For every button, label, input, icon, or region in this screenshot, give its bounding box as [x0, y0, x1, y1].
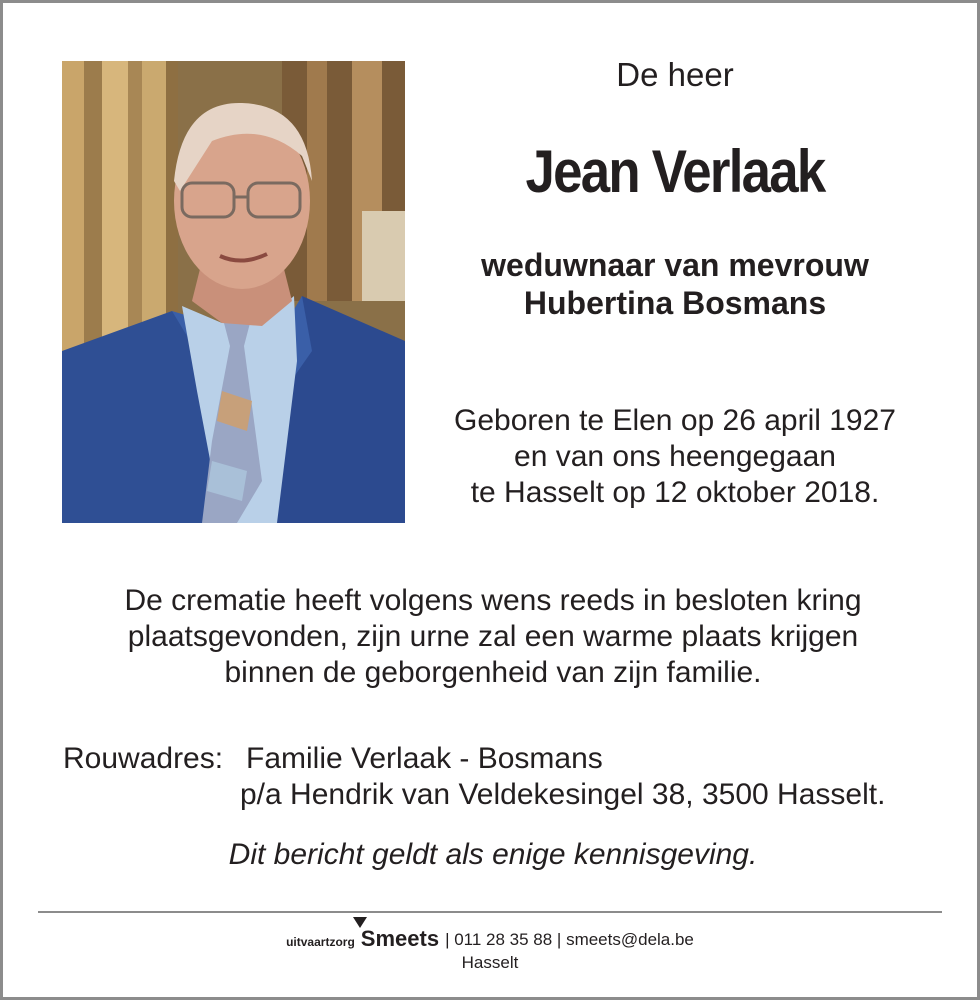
address-line-2: p/a Hendrik van Veldekesingel 38, 3500 Hasselt.: [240, 778, 886, 811]
cremation-line-3: binnen de geborgenheid van zijn familie.: [224, 656, 762, 689]
notice-text: Dit bericht geldt als enige kennisgeving.: [228, 838, 758, 871]
brand-name-text: Smeets: [360, 926, 440, 951]
logo-triangle-icon: [353, 917, 367, 928]
brand-small-text: uitvaartzorg: [286, 935, 355, 949]
portrait-photo: [62, 61, 405, 523]
address-label: Rouwadres:: [63, 742, 224, 775]
cremation-line-1: De crematie heeft volgens wens reeds in besloten kring: [124, 584, 862, 617]
footer-divider: [38, 911, 942, 913]
contact-info: | 011 28 35 88 | smeets@dela.be: [445, 930, 694, 949]
footer: [3, 927, 977, 975]
mourning-address: [63, 741, 943, 813]
address-line-1: Familie Verlaak - Bosmans: [246, 742, 603, 775]
widow-line-2: Hubertina Bosmans: [523, 285, 827, 321]
cremation-text: [63, 583, 923, 691]
dates-line-2: en van ons heengegaan: [514, 440, 836, 473]
funeral-home-logo: [286, 927, 439, 951]
birth-death-dates: [433, 403, 917, 511]
dates-line-3: te Hasselt op 12 oktober 2018.: [470, 476, 880, 509]
widow-info: [433, 246, 917, 322]
brand-name: [361, 927, 439, 951]
deceased-name: Jean Verlaak: [525, 138, 825, 205]
title-prefix: De heer: [616, 56, 734, 93]
dates-line-1: Geboren te Elen op 26 april 1927: [454, 404, 896, 437]
widow-line-1: weduwnaar van mevrouw: [481, 247, 869, 283]
cremation-line-2: plaatsgevonden, zijn urne zal een warme plaats krijgen: [127, 620, 859, 653]
footer-city: Hasselt: [461, 953, 519, 972]
